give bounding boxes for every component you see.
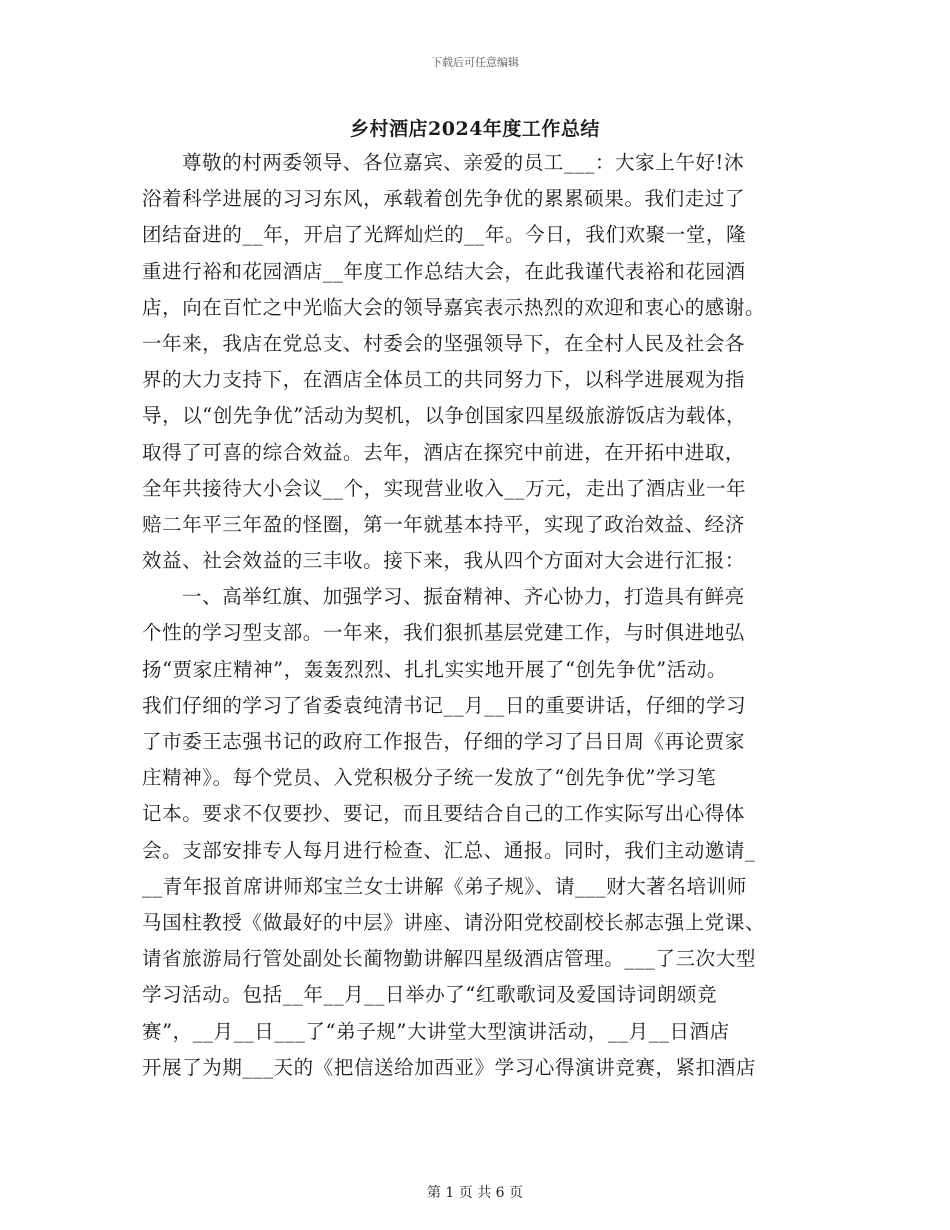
body-line: 赛”，__月__日___了“弟子规”大讲堂大型演讲活动，__月__日酒店: [142, 1019, 730, 1043]
document-body: [142, 145, 806, 1086]
body-line: 重进行裕和花园酒店__年度工作总结大会，在此我谨代表裕和花园酒: [142, 259, 746, 283]
body-line: 学习活动。包括__年__月__日举办了“红歌歌词及爱国诗词朗颂竞: [142, 983, 718, 1007]
body-line: 庄精神》。每个党员、入党积极分子统一发放了“创先争优”学习笔: [142, 766, 717, 790]
page-number: 第 1 页 共 6 页: [426, 1185, 524, 1201]
body-line: 个性的学习型支部。一年来，我们狠抓基层党建工作，与时俱进地弘: [142, 621, 746, 645]
body-line: 一年来，我店在党总支、村委会的坚强领导下，在全村人民及社会各: [142, 331, 746, 355]
document-title: 乡村酒店2024年度工作总结: [350, 118, 600, 140]
body-line: 导，以“创先争优”活动为契机，以争创国家四星级旅游饭店为载体，: [142, 404, 747, 428]
body-line: 开展了为期___天的《把信送给加西亚》学习心得演讲竞赛，紧扣酒店: [142, 1055, 756, 1079]
body-line: 请省旅游局行管处副处长蔺物勤讲解四星级酒店管理。___了三次大型: [142, 947, 756, 971]
body-line: 扬“贾家庄精神”，轰轰烈烈、扎扎实实地开展了“创先争优”活动。: [142, 657, 727, 681]
body-line: 一、高举红旗、加强学习、振奋精神、齐心协力，打造具有鲜亮: [182, 585, 745, 609]
body-line: __青年报首席讲师郑宝兰女士讲解《弟子规》、请___财大著名培训师: [142, 874, 747, 898]
body-line: 店，向在百忙之中光临大会的领导嘉宾表示热烈的欢迎和衷心的感谢。: [142, 295, 766, 319]
body-line: 马国柱教授《做最好的中层》讲座、请汾阳党校副校长郝志强上党课、: [142, 910, 766, 934]
body-line: 团结奋进的__年，开启了光辉灿烂的__年。今日，我们欢聚一堂，隆: [142, 223, 747, 247]
body-line: 记本。要求不仅要抄、要记，而且要结合自己的工作实际写出心得体: [142, 802, 746, 826]
body-line: 赔二年平三年盈的怪圈，第一年就基本持平，实现了政治效益、经济: [142, 512, 746, 536]
body-line: 取得了可喜的综合效益。去年，酒店在探究中前进，在开拓中进取，: [142, 440, 746, 464]
page-header-note: 下载后可任意编辑: [431, 56, 519, 69]
body-line: 尊敬的村两委领导、各位嘉宾、亲爱的员工___：大家上午好!沐: [182, 151, 745, 174]
body-line: 全年共接待大小会议__个，实现营业收入__万元，走出了酒店业一年: [142, 476, 747, 500]
body-line: 效益、社会效益的三丰收。接下来，我从四个方面对大会进行汇报：: [142, 549, 746, 573]
body-line: 浴着科学进展的习习东风，承载着创先争优的累累硕果。我们走过了: [142, 187, 746, 211]
body-line: 我们仔细的学习了省委袁纯清书记__月__日的重要讲话，仔细的学习: [142, 693, 747, 717]
body-line: 会。支部安排专人每月进行检查、汇总、通报。同时，我们主动邀请_: [142, 838, 756, 862]
body-line: 了市委王志强书记的政府工作报告，仔细的学习了吕日周《再论贾家: [142, 730, 746, 753]
body-line: 界的大力支持下，在酒店全体员工的共同努力下，以科学进展观为指: [142, 368, 746, 392]
